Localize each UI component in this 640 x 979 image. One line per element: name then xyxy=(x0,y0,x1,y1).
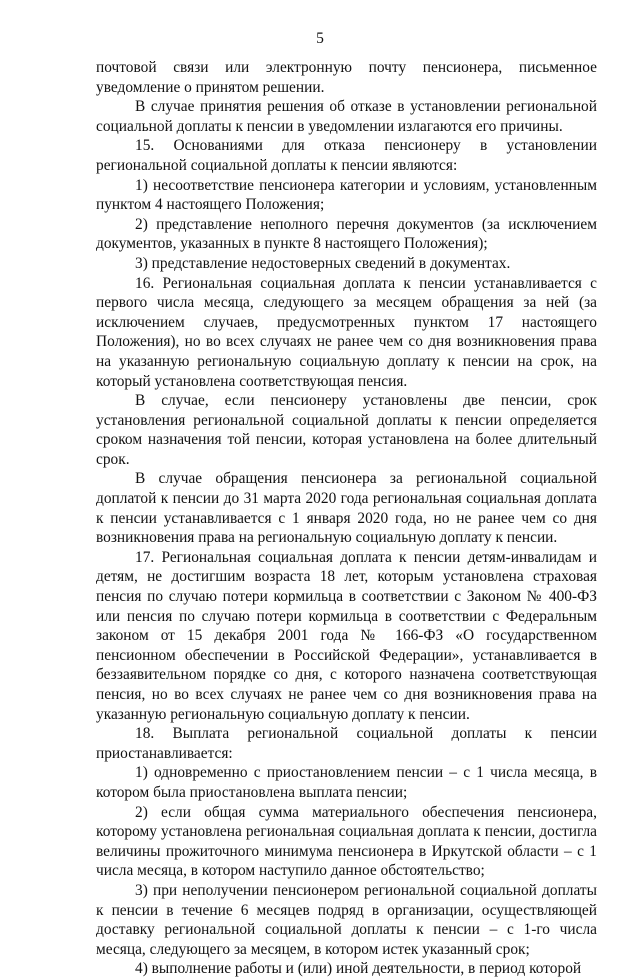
paragraph: 1) одновременно с приостановлением пенсии – с 1 числа месяца, в котором была приостановлена выплата пенсии; xyxy=(96,764,597,801)
paragraph: 4) выполнение работы и (или) иной деятельности, в период которой xyxy=(135,960,582,978)
paragraph: 1) несоответствие пенсионера категории и условиям, установленным пунктом 4 настоящего Положения; xyxy=(96,176,597,214)
paragraph: почтовой связи или электронную почту пенсионера, письменное уведомление о принятом решении. xyxy=(96,59,597,96)
paragraph: 3) представление недостоверных сведений в документах. xyxy=(135,254,511,272)
paragraph: 2) если общая сумма материального обеспечения пенсионера, которому установлена региональная социальная доплата к пенсии, достигла величины прожиточного минимума пенсионера в Иркутской области – с 1 числа месяца, в котором наступило данное обстоятельство; xyxy=(96,803,597,880)
paragraph: 17. Региональная социальная доплата к пенсии детям-инвалидам и детям, не достигшим возраста 18 лет, которым установлена страховая пенсия по случаю потери кормильца в соответствии с Законом № 400-ФЗ или пенсия по случаю потери кормильца в соответствии с Федеральным законом от 15 декабря 2001 года № 166-ФЗ «О государственном пенсионном обеспечении в Российской Федерации», устанавливается в беззаявительном порядке со дня, с которого назначена соответствующая пенсия, но во всех случаях не ранее чем со дня возникновения права на указанную региональную социальную доплату к пенсии. xyxy=(96,548,597,723)
paragraph: 3) при неполучении пенсионером региональной социальной доплаты к пенсии в течение 6 месяцев подряд в организации, осуществляющей доставку региональной социальной доплаты к пенсии – с 1-го числа месяца, следующего за месяцем, в котором истек указанный срок; xyxy=(96,881,597,958)
paragraph: 15. Основаниями для отказа пенсионеру в установлении региональной социальной доплаты к пенсии являются: xyxy=(96,137,597,174)
page-number: 5 xyxy=(316,30,324,47)
paragraph: 18. Выплата региональной социальной доплаты к пенсии приостанавливается: xyxy=(96,725,597,762)
paragraph: 2) представление неполного перечня документов (за исключением документов, указанных в пункте 8 настоящего Положения); xyxy=(96,215,597,253)
document-body xyxy=(96,58,597,979)
paragraph: 16. Региональная социальная доплата к пенсии устанавливается с первого числа месяца, следующего за месяцем обращения за ней (за исключением случаев, предусмотренных пунктом 17 настоящего Положения), но во всех случаях не ранее чем со дня возникновения права на указанную региональную социальную доплату к пенсии на срок, на который установлена соответствующая пенсия. xyxy=(96,274,597,390)
paragraph: В случае обращения пенсионера за региональной социальной доплатой к пенсии до 31 марта 2020 года региональная социальная доплата к пенсии устанавливается с 1 января 2020 года, но не ранее чем со дня возникновения права на региональную социальную доплату к пенсии. xyxy=(96,470,597,547)
paragraph: В случае принятия решения об отказе в установлении региональной социальной доплаты к пенсии в уведомлении излагаются его причины. xyxy=(96,98,597,135)
paragraph: В случае, если пенсионеру установлены две пенсии, срок установления региональной социальной доплаты к пенсии определяется сроком назначения той пенсии, которая установлена на более длительный срок. xyxy=(96,392,597,468)
